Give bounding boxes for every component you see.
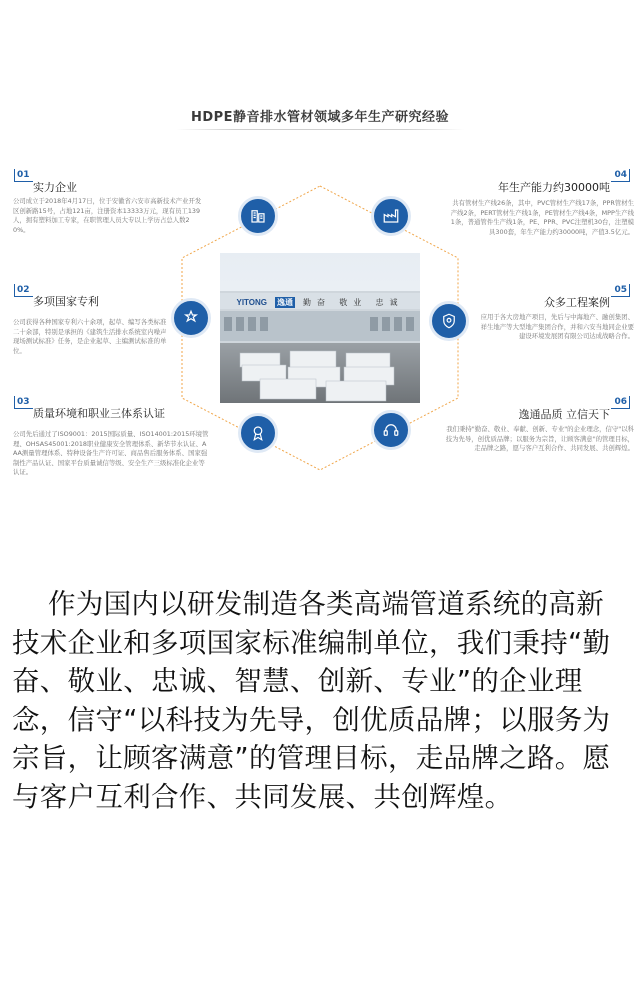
sign-brand: YITONG [236,297,268,307]
award-icon [238,413,278,453]
sign-brand-cn: 逸通 [277,297,294,307]
panel-number: 02 [14,284,33,297]
panel-title: 质量环境和职业三体系认证 [33,407,165,420]
factory-photo [220,253,420,403]
center-hexagon [178,183,462,473]
panel-body: 共有管材生产线26条，其中，PVC管材生产线17条，PPR管材生产线2条，PERT管材生产线1条，PE管材生产线4条，MPP生产线1条，普通管件生产线1条，PE、PPR、PVC注塑机30台，注塑模具300套，年生产能力约30000吨，产值3.5亿元。 [450,199,634,236]
panel-title: 逸通品质 立信天下 [518,408,610,421]
panel-body: 公司成立于2018年4月17日，位于安徽省六安市高新技术产业开发区创新路15号，占地121亩，注册资本13333万元，现有员工139人，拥有塑料加工专家，在职管理人员大专以上学历占总人数20%。 [13,197,202,234]
panel-number: 06 [611,396,630,409]
panel-body: 应用于各大房地产项目，先后与中海地产、融创集团、祥生地产等大型地产集团合作，并和六安当地同企业要建设环境发展团有限公司达成战略合作。 [480,313,634,340]
panel-number: 05 [611,284,630,297]
factory-sign [220,295,420,309]
factory-icon [371,196,411,236]
panel-body: 我们秉持"勤奋、敬业、奉献、创新、专业"的企业理念，信守"以科技为先导，创优质品牌；以服务为宗旨，让顾客满意"的管理目标，走品牌之路，愿与客户互利合作、共同发展、共创辉煌。 [445,425,634,452]
panel-title: 年生产能力约30000吨 [498,181,610,194]
building-icon [238,196,278,236]
panel-title: 众多工程案例 [544,296,610,309]
panel-body: 公司获得各种国家专利六十余项，起草、编写各类标准二十余部，特别是承担的《建筑生活排水系统室内噪声现场测试标准》任务，是企业起草、主编测试标准的单位。 [13,318,167,355]
panel-body: 公司先后通过了ISO9001：2015国际质量、ISO14001:2015环境管理、OHSAS45001:2018职业健康安全管理体系、新华节水认证、AAA测量管理体系、特种设备生产许可证、商品售后服务体系、国家强制性产品认证、国家平台质量诚信等级、安全生产三级标准化企业等认证。 [13,430,209,476]
sign-slogan: 勤奋 敬业 忠诚 [303,297,404,307]
panel-number: 01 [14,169,33,182]
patent-icon [171,298,211,338]
headset-icon [371,410,411,450]
panel-number: 03 [14,396,33,409]
panel-number: 04 [611,169,630,182]
panel-title: 实力企业 [33,181,77,194]
shield-icon [429,301,469,341]
header-title: HDPE静音排水管材领域多年生产研究经验 [190,110,450,125]
header-divider [176,129,464,130]
company-description: 作为国内以研发制造各类高端管道系统的高新技术企业和多项国家标准编制单位，我们秉持“勤奋、敬业、忠诚、智慧、创新、专业”的企业理念，信守“以科技为先导，创优质品牌；以服务为宗旨，让顾客满意”的管理目标，走品牌之路。愿与客户互利合作、共同发展、共创辉煌。 [12,588,611,813]
panel-title: 多项国家专利 [33,295,99,308]
